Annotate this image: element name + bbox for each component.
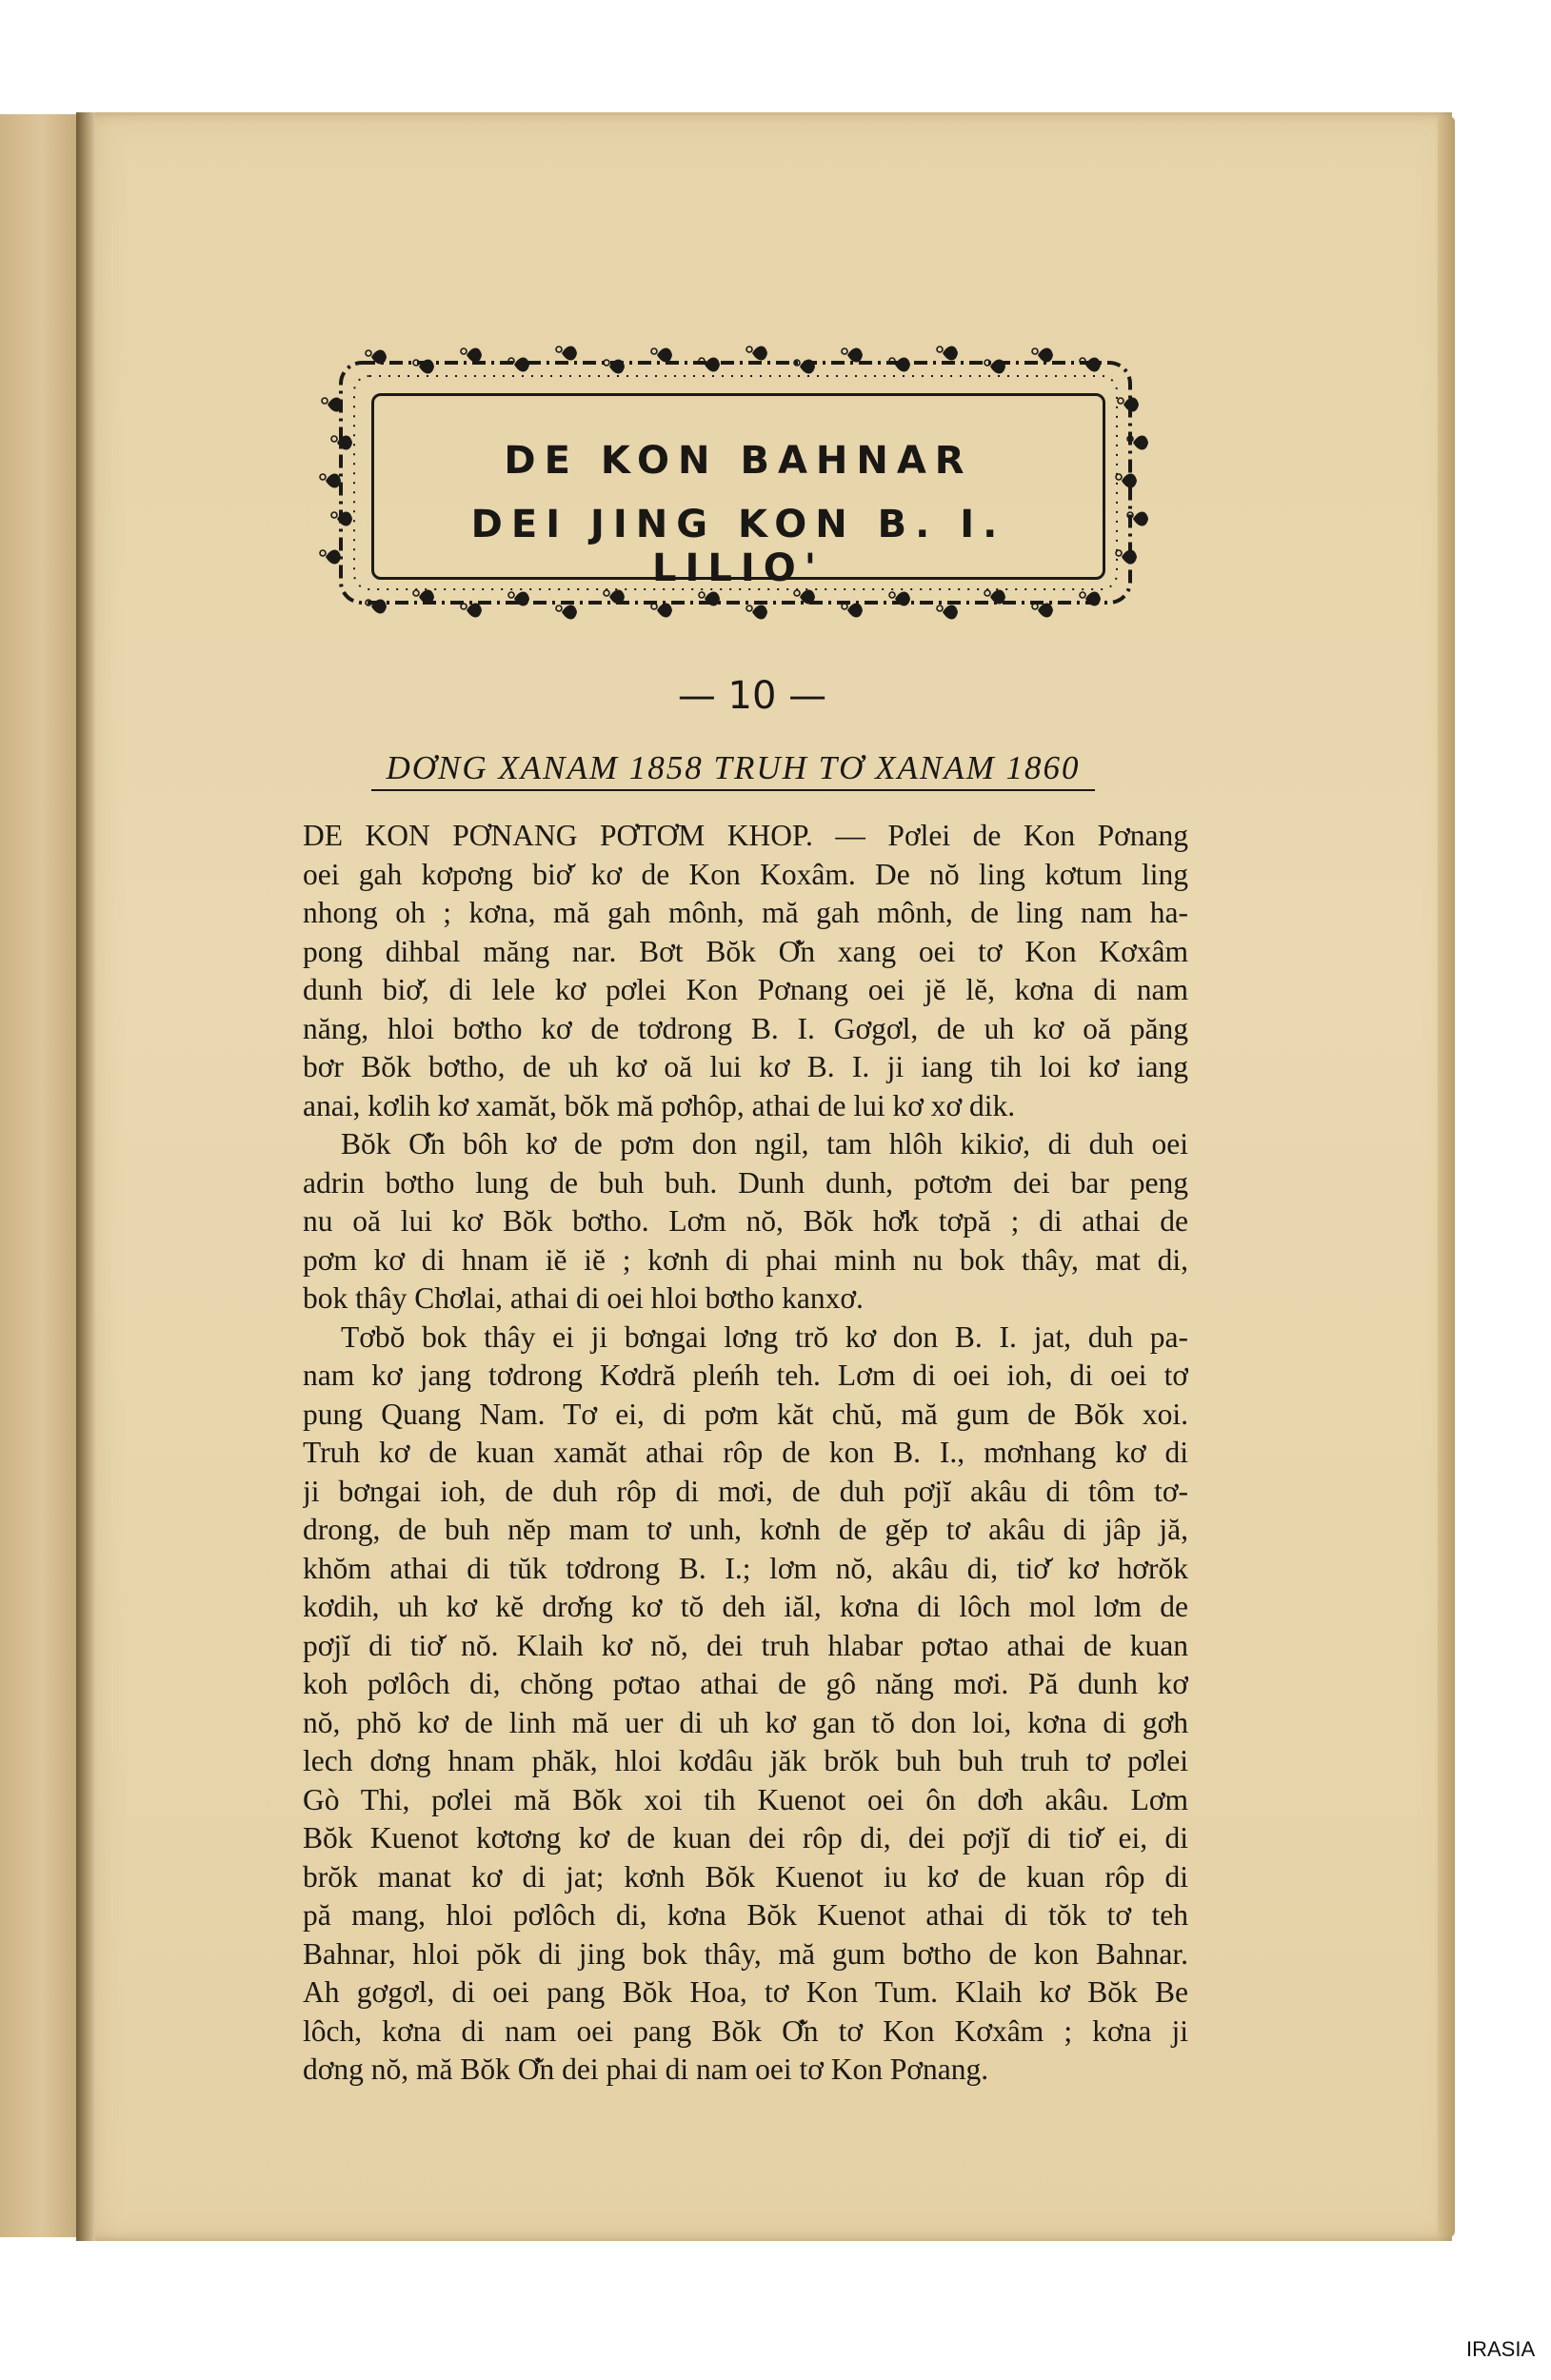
title-line-2: DEI JING KON B. I. LILIO' bbox=[470, 503, 1006, 590]
facing-page-edge bbox=[0, 114, 78, 2237]
text-line: DE KON PƠNANG PƠTƠM KHOP. — Pơlei de Kon Pơnang bbox=[303, 819, 1188, 852]
text-line: nŏ, phŏ kơ de linh mă uer di uh kơ gan tŏ don loi, kơna di gơh bbox=[303, 1705, 1188, 1739]
text-line: dunh biơ̆, di lele kơ pơlei Kon Pơnang oei jĕ lĕ, kơna di nam bbox=[303, 973, 1188, 1006]
text-line: nu oă lui kơ Bŏk bơtho. Lơm nŏ, Bŏk hơ̆k tơpă ; di athai de bbox=[303, 1204, 1188, 1238]
text-line: drong, de buh nĕp mam tơ unh, kơnh de gĕp tơ akâu di jâp jă, bbox=[303, 1513, 1188, 1546]
text-line: lech dơng hnam phăk, hloi kơdâu jăk brŏk buh buh truh tơ pơlei bbox=[303, 1744, 1188, 1777]
text-line: nhong oh ; kơna, mă gah mônh, mă gah mônh, de ling nam ha- bbox=[303, 896, 1188, 929]
text-line: adrin bơtho lung de buh buh. Dunh dunh, pơtơm dei bar peng bbox=[303, 1165, 1188, 1200]
text-line: nam kơ jang tơdrong Kơdră pleńh teh. Lơm di oei ioh, di oei tơ bbox=[303, 1359, 1188, 1392]
text-line: Tơbŏ bok thây ei ji bơngai lơng trŏ kơ don B. I. jat, duh pa- bbox=[341, 1319, 1188, 1354]
text-line: kơdih, uh kơ kĕ drơ̆ng kơ tŏ deh iăl, kơna di lôch mol lơm de bbox=[303, 1590, 1188, 1623]
text-line: Ah gơgơl, di oei pang Bŏk Hoa, tơ Kon Tum. Klaih kơ Bŏk Be bbox=[303, 1975, 1188, 2009]
text-line: anai, kơlih kơ xamăt, bŏk mă pơhôp, athai de lui kơ xơ dik. bbox=[303, 1088, 1016, 1122]
text-line: ji bơngai ioh, de duh rôp di mơi, de duh pơjĭ akâu di tôm tơ- bbox=[303, 1474, 1188, 1508]
text-line: bok thây Chơlai, athai di oei hloi bơtho kanxơ. bbox=[303, 1281, 864, 1315]
text-line: Bŏk Kuenot kơtơng kơ de kuan dei rôp di, dei pơjĭ di tiơ̆ ei, di bbox=[303, 1821, 1188, 1854]
title-box bbox=[371, 393, 1105, 590]
text-line: brŏk manat kơ di jat; kơnh Bŏk Kuenot iu kơ de kuan rôp di bbox=[303, 1859, 1188, 1894]
watermark: IRASIA bbox=[1466, 2337, 1536, 2361]
text-line: pơjĭ di tiơ̆ nŏ. Klaih kơ nŏ, dei truh hlabar pơtao athai de kuan bbox=[303, 1628, 1188, 1662]
ornamental-title-frame bbox=[314, 338, 1157, 628]
text-line: Truh kơ de kuan xamăt athai rôp de kon B. I., mơnhang kơ di bbox=[303, 1436, 1188, 1469]
text-line: pong dihbal măng nar. Bơt Bŏk Ơ̆n xang oei tơ Kon Kơxâm bbox=[303, 934, 1188, 968]
text-line: bơr Bŏk bơtho, de uh kơ oă lui kơ B. I. ji iang tih loi kơ iang bbox=[303, 1050, 1188, 1083]
title-line-1: DE KON BAHNAR bbox=[504, 439, 973, 483]
book-gutter bbox=[76, 112, 97, 2241]
text-line: Gò Thi, pơlei mă Bŏk xoi tih Kuenot oei ôn dơh akâu. Lơm bbox=[303, 1782, 1188, 1816]
text-line: oei gah kơpơng biơ̆ kơ de Kon Koxâm. De nŏ ling kơtum ling bbox=[303, 857, 1188, 891]
text-line: khŏm athai di tŭk tơdrong B. I.; lơm nŏ, akâu di, tiơ̆ kơ hơrŏk bbox=[303, 1551, 1188, 1585]
text-line: lôch, kơna di nam oei pang Bŏk Ơ̆n tơ Kon Kơxâm ; kơna ji bbox=[303, 2013, 1188, 2048]
page-edge bbox=[1438, 116, 1455, 2237]
text-line: pơm kơ di hnam iĕ iĕ ; kơnh di phai minh nu bok thây, mat di, bbox=[303, 1242, 1188, 1277]
text-line: năng, hloi bơtho kơ de tơdrong B. I. Gơgơl, de uh kơ oă păng bbox=[303, 1011, 1188, 1045]
text-line: Bŏk Ơ̆n bôh kơ de pơm don ngil, tam hlôh kikiơ, di duh oei bbox=[341, 1127, 1188, 1160]
text-line: pung Quang Nam. Tơ ei, di pơm kăt chŭ, mă gum de Bŏk xoi. bbox=[303, 1397, 1188, 1431]
text-line: koh pơlôch di, chŏng pơtao athai de gô năng mơi. Pă dunh kơ bbox=[303, 1667, 1188, 1700]
section-heading: DƠNG XANAM 1858 TRUH TƠ XANAM 1860 bbox=[371, 749, 1095, 791]
text-line: pă mang, hloi pơlôch di, kơna Bŏk Kuenot athai di tŏk tơ teh bbox=[303, 1898, 1188, 1932]
body-text bbox=[303, 817, 1188, 2090]
text-line: dơng nŏ, mă Bŏk Ơ̆n dei phai di nam oei tơ Kon Pơnang. bbox=[303, 2053, 989, 2086]
page-number: — 10 — bbox=[677, 674, 827, 718]
text-line: Bahnar, hloi pŏk di jing bok thây, mă gum bơtho de kon Bahnar. bbox=[303, 1936, 1188, 1971]
